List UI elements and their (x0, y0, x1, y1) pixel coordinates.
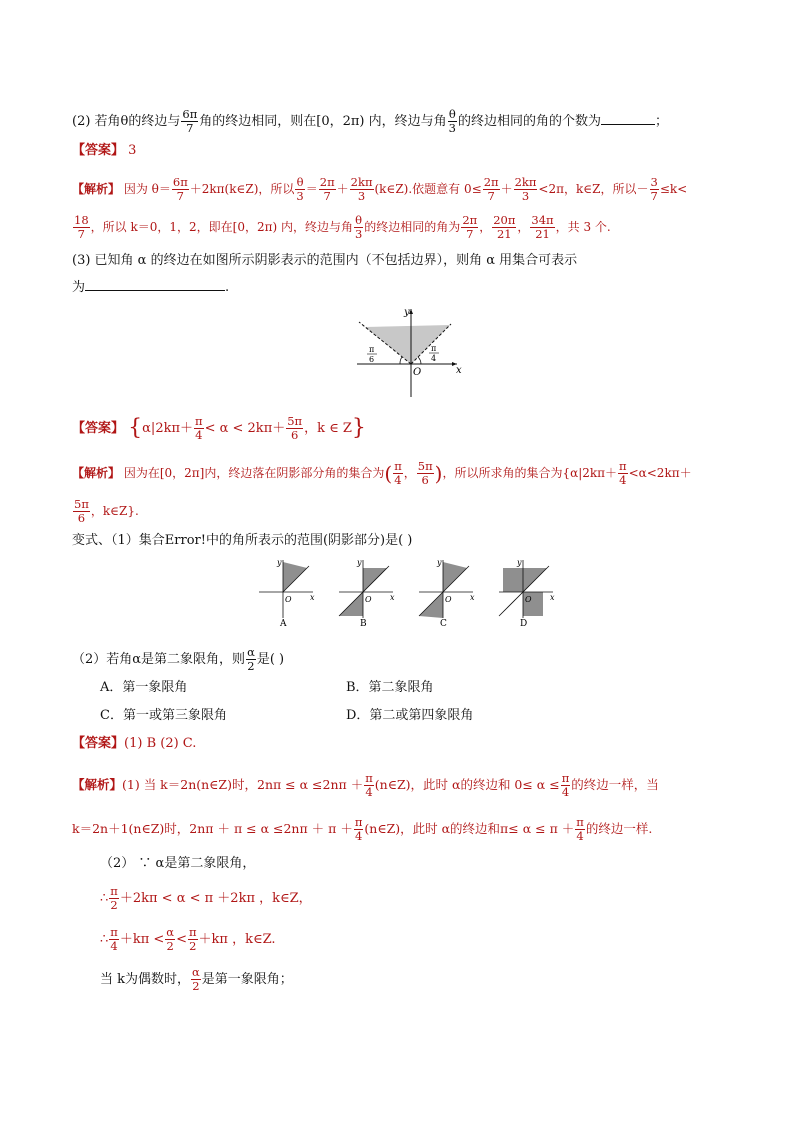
fraction: $\frac{\pi}{2}$ (110, 884, 118, 912)
fraction: $\frac{2k\pi}{3}$ (514, 175, 537, 203)
answer-1: 【答案】 3 (72, 143, 137, 158)
option-b-x: x (390, 593, 395, 602)
analysis-3-line-2: $\frac{5\pi}{6}$ ，k∈Z}. (74, 497, 139, 525)
option-c-y: y (437, 558, 442, 567)
option-b-o: O (365, 595, 372, 604)
fraction: $\frac{20\pi}{21}$ (493, 213, 516, 241)
right-angle-den: 4 (431, 354, 437, 363)
answer-blank (601, 112, 655, 125)
option-d-o: O (525, 595, 532, 604)
fraction: $\frac{\alpha}{2}$ (247, 645, 255, 673)
angle-arc-left (400, 357, 402, 364)
fraction: $\frac{3}{7}$ (650, 175, 658, 203)
fraction: $\frac{\pi}{4}$ (110, 925, 118, 953)
x-label: x (456, 365, 462, 376)
answer-blank (85, 278, 225, 291)
choice-a: A．第一象限角 (100, 680, 188, 695)
question-3-line-1: (3) 已知角 α 的终边在如图所示阴影表示的范围内（不包括边界），则角 α 用集合可表示 (72, 253, 578, 268)
angle-region-figure (355, 305, 465, 397)
fraction: $\frac{\theta}{3}$ (448, 107, 456, 135)
fraction: $\frac{\pi}{4}$ (561, 771, 570, 799)
left-angle-num: π (369, 345, 375, 354)
fraction: $\frac{\pi}{4}$ (619, 459, 627, 487)
fraction: $\frac{\theta}{3}$ (296, 175, 304, 203)
right-paren: ) (434, 461, 443, 486)
fraction: $\frac{5\pi}{6}$ (287, 414, 303, 442)
option-d-shade-1 (503, 568, 523, 592)
fraction: $\frac{\pi}{4}$ (365, 771, 373, 799)
option-a-o: O (285, 595, 292, 604)
left-angle-den: 6 (369, 355, 375, 364)
choice-c: C．第一或第三象限角 (100, 708, 227, 723)
fraction: $\frac{2\pi}{7}$ (483, 175, 499, 203)
question-3-line-2: 为 . (72, 280, 230, 295)
option-diagrams (255, 556, 565, 628)
analysis-3-line-1: 【解析】 因为在[0，2π]内，终边落在阴影部分角的集合为( $\frac{\pi}{4}$ ， $\frac{5\pi}{6}$ )，所以所求角的集合为{α|2kπ＋ $\frac{\pi}{4}$ <α<2kπ＋ (72, 459, 692, 487)
fraction: $\frac{\theta}{3}$ (354, 213, 363, 241)
option-a-label: A (280, 619, 287, 628)
option-b-diagram (339, 558, 395, 628)
left-paren: ( (384, 461, 393, 486)
option-a-x: x (310, 593, 315, 602)
option-d-x: x (550, 593, 555, 602)
option-c-label: C (440, 619, 447, 628)
option-a-y: y (277, 558, 282, 567)
variant-question-1: 变式、（1）集合Error!中的角所表示的范围(阴影部分)是( ) (72, 533, 413, 548)
shaded-region (365, 325, 450, 364)
option-c-o: O (445, 595, 452, 604)
fraction: $\frac{5\pi}{6}$ (417, 459, 433, 487)
variant-question-2: （2）若角α是第二象限角，则 $\frac{\alpha}{2}$ 是( ) (72, 645, 285, 673)
analysis-4-line-6: 当 k为偶数时， $\frac{\alpha}{2}$ 是第一象限角； (100, 965, 293, 993)
fraction: $\frac{2\pi}{7}$ (462, 213, 478, 241)
fraction: $\frac{2k\pi}{3}$ (350, 175, 373, 203)
choice-d: D．第二或第四象限角 (346, 708, 474, 723)
fraction: $\frac{6\pi}{7}$ (172, 175, 188, 203)
answer-4: 【答案】(1) B (2) C. (72, 736, 197, 751)
option-c-diagram (419, 558, 475, 628)
option-d-y: y (517, 558, 522, 567)
angle-arc-right (418, 357, 421, 364)
analysis-1-line-1: 【解析】 因为 θ＝ $\frac{6\pi}{7}$ ＋2kπ(k∈Z)，所以 $\frac{\theta}{3}$ ＝ $\frac{2\pi}{7}$ ＋ $\frac{2k\pi}{3}$ (k∈Z).依题意有 0≤ $\frac{2\pi}{7}$ ＋ $\frac{2k\pi}{3}$ <2π，k∈Z，所以－ $\frac{3}{7}$ ≤k< (72, 175, 688, 203)
origin-label: O (413, 367, 422, 378)
y-label: y (404, 307, 410, 318)
analysis-4-line-2: k＝2n＋1(n∈Z)时，2nπ ＋ π ≤ α ≤2nπ ＋ π ＋ $\frac{\pi}{4}$ (n∈Z)，此时 α的终边和π≤ α ≤ π ＋ $\frac{\pi}{4}$ 的终边一样. (72, 815, 653, 843)
fraction: $\frac{\alpha}{2}$ (192, 965, 200, 993)
fraction: $\frac{\pi}{2}$ (188, 925, 197, 953)
option-d-label: D (520, 619, 528, 628)
option-c-shade-1 (443, 562, 467, 592)
option-c-x: x (470, 593, 475, 602)
fraction: $\frac{\pi}{4}$ (354, 815, 363, 843)
analysis-4-line-4: ∴ $\frac{\pi}{2}$ ＋2kπ < α < π ＋2kπ ，k∈Z， (100, 884, 312, 912)
choice-b: B．第二象限角 (346, 680, 434, 695)
fraction: $\frac{2\pi}{7}$ (319, 175, 335, 203)
fraction: $\frac{5\pi}{6}$ (74, 497, 89, 525)
option-a-diagram (259, 558, 315, 628)
option-a-shade (283, 562, 307, 592)
option-b-label: B (360, 619, 367, 628)
right-brace: } (351, 415, 366, 441)
fraction: $\frac{34\pi}{21}$ (531, 213, 554, 241)
fraction: $\frac{6\pi}{7}$ (182, 107, 198, 135)
fraction: $\frac{\pi}{4}$ (576, 815, 584, 843)
analysis-4-line-1: 【解析】(1) 当 k＝2n(n∈Z)时，2nπ ≤ α ≤2nπ ＋ $\frac{\pi}{4}$ (n∈Z)，此时 α的终边和 0≤ α ≤ $\frac{\pi}{4}$ 的终边一样，当 (72, 771, 659, 799)
fraction: $\frac{\alpha}{2}$ (166, 925, 175, 953)
option-d-diagram (499, 558, 555, 628)
fraction: $\frac{18}{7}$ (74, 213, 89, 241)
analysis-4-line-3: （2） ∵ α是第二象限角， (100, 856, 256, 871)
analysis-4-line-5: ∴ $\frac{\pi}{4}$ ＋kπ < $\frac{\alpha}{2}$ < $\frac{\pi}{2}$ ＋kπ ，k∈Z. (100, 925, 276, 953)
analysis-1-line-2: $\frac{18}{7}$ ，所以 k＝0，1，2，即在[0，2π) 内，终边与角 $\frac{\theta}{3}$ 的终边相同的角为 $\frac{2\pi}{7}$ ， $\frac{20\pi}{21}$ ， $\frac{34\pi}{21}$ ，共 3 个. (74, 213, 611, 241)
question-2: (2) 若角θ的终边与 $\frac{6\pi}{7}$ 角的终边相同，则在[0，2π) 内，终边与角 $\frac{\theta}{3}$ 的终边相同的角的个数为 ； (72, 107, 668, 135)
right-angle-num: π (431, 344, 437, 353)
fraction: $\frac{\pi}{4}$ (394, 459, 402, 487)
left-brace: { (128, 415, 143, 441)
option-b-y: y (357, 558, 362, 567)
fraction: $\frac{\pi}{4}$ (195, 414, 203, 442)
answer-3: 【答案】 {α|2kπ＋ $\frac{\pi}{4}$ < α < 2kπ＋ $\frac{5\pi}{6}$ ，k ∈ Z} (72, 414, 366, 442)
